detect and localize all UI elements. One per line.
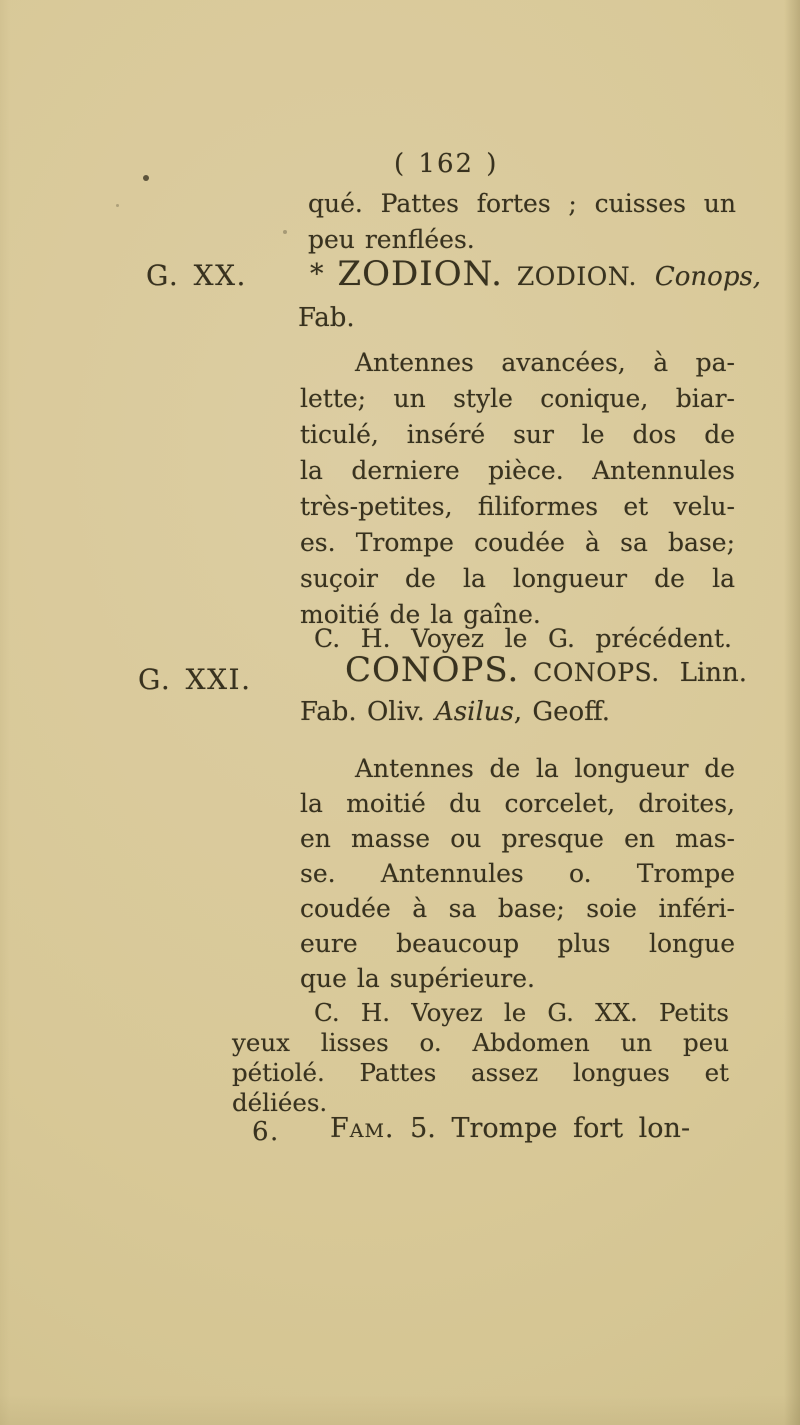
text-line: déliées. [232, 1088, 328, 1117]
description-paragraph-zodion [300, 345, 735, 633]
family-text: Trompe fort lon- [451, 1113, 691, 1144]
authors-text: , Geoff. [513, 697, 611, 727]
genus-heading-conops [300, 650, 760, 731]
asterisk-mark: * [310, 259, 324, 290]
authors-text: Fab. Oliv. [300, 697, 436, 727]
text-line: la derniere pièce. Antennules [300, 456, 735, 485]
text-line: que la supérieure. [300, 964, 535, 993]
text-line: se. Antennules o. Trompe [300, 859, 735, 888]
ink-speck [143, 175, 149, 181]
author-abbrev-linn: Linn. [679, 658, 748, 688]
cross-reference-paragraph [232, 998, 729, 1118]
paragraph-continuation [308, 186, 736, 258]
genus-smallcaps-conops: CONOPS. [533, 658, 660, 687]
ink-speck [116, 204, 119, 207]
text-line: C. H. Voyez le G. XX. Petits [314, 998, 729, 1027]
text-line: suçoir de la longueur de la [300, 564, 735, 593]
text-line: pétiolé. Pattes assez longues et [232, 1058, 729, 1087]
genus-name-conops: CONOPS. [345, 650, 520, 690]
description-paragraph-conops [300, 751, 735, 996]
family-label: Fam. [330, 1113, 395, 1144]
text-line: coudée à sa base; soie inféri- [300, 894, 735, 923]
text-line: en masse ou presque en mas- [300, 824, 735, 853]
genus-heading-zodion [298, 252, 762, 337]
genus-name-zodion: ZODION. [337, 254, 503, 294]
ink-speck [283, 230, 287, 234]
margin-label-genus-xxi: G. XXI. [138, 663, 252, 696]
text-line: Antennes avancées, à pa- [355, 348, 735, 377]
synonym-asilus-italic: Asilus [435, 697, 514, 727]
genus-smallcaps-zodion: ZODION. [516, 262, 637, 291]
text-line: qué. Pattes fortes ; cuisses un [308, 189, 736, 218]
text-line: la moitié du corcelet, droites, [300, 789, 735, 818]
family-number: 5. [410, 1113, 436, 1144]
text-line: peu renflées. [308, 225, 475, 254]
text-line: ticulé, inséré sur le dos de [300, 420, 735, 449]
margin-label-genus-xx: G. XX. [146, 259, 247, 292]
text-line: eure beaucoup plus longue [300, 929, 735, 958]
author-abbrev-fab: Fab. [298, 303, 355, 333]
text-line: Antennes de la longueur de [355, 754, 735, 783]
text-line: yeux lisses o. Abdomen un peu [232, 1028, 729, 1057]
cross-reference-line: C. H. Voyez le G. précédent. [314, 624, 732, 653]
page-number: ( 162 ) [394, 149, 499, 179]
text-line: très-petites, filiformes et velu- [300, 492, 735, 521]
genus-heading-line [298, 252, 762, 299]
margin-label-family-number: 6. [252, 1117, 280, 1147]
text-line: es. Trompe coudée à sa base; [300, 528, 735, 557]
family-heading-line [330, 1112, 690, 1146]
genus-heading-line [300, 650, 760, 693]
text-line: moitié de la gaîne. [300, 600, 541, 629]
author-synonym-line [300, 693, 760, 731]
synonym-conops-italic: Conops, [654, 262, 762, 292]
text-line: lette; un style conique, biar- [300, 384, 735, 413]
